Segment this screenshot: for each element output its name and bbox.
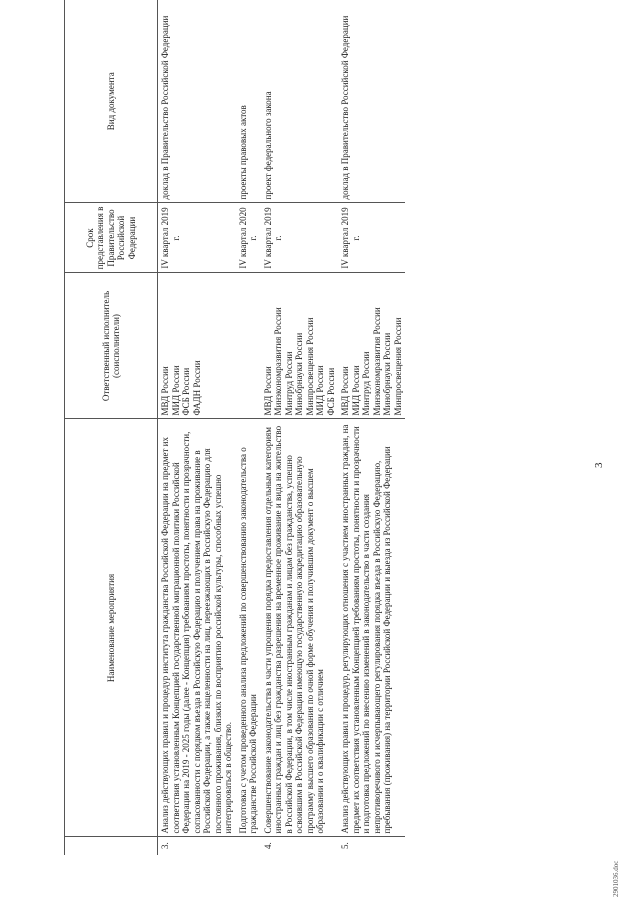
page-number: 3 [593, 462, 605, 468]
header-num [65, 837, 158, 855]
row-number [236, 837, 261, 855]
row-number: 4. [262, 842, 273, 849]
measures-table [64, 0, 405, 855]
responsible-list [158, 273, 236, 419]
responsible-item: МВД России [340, 366, 350, 416]
responsible-item: МИД России [315, 365, 325, 416]
responsible-item: МВД России [160, 366, 170, 416]
row-number: 5. [340, 842, 350, 849]
responsible-item: Минпросвещения России [392, 317, 403, 416]
responsible-item: Минтруд России [283, 351, 294, 416]
responsible-item: Минобрнауки России [382, 332, 392, 416]
header-responsible: Ответственный исполнитель (соисполнители) [65, 273, 158, 419]
responsible-item: ФСБ России [325, 367, 336, 416]
responsible-list [236, 273, 261, 419]
header-term: Срок представления в Правительство Российской Федерации [65, 203, 158, 273]
table-row [338, 0, 405, 855]
document-type: доклад в Правительство Российской Федерации [158, 0, 236, 203]
deadline: IV квартал 2020 г. [236, 203, 261, 273]
measure-name: Подготовка с учетом проведенного анализа предложений по совершенствованию законодательства о гражданстве Российской Федерации [236, 419, 261, 837]
responsible-item: ФАДН России [191, 360, 202, 416]
responsible-item: Минобрнауки России [294, 332, 304, 416]
measure-name: Совершенствование законодательства в части упрощения порядка предоставления отдельным категориям иностранных граждан и лиц без гражданства разрешения на временное проживание и вида на жительство в Российской Федерации, в том числе иностранным гражданам и лицам без гражданства, успешно освоившим в Российской Федерации имеющую государственную аккредитацию образовательную программу высшего образования по очной форме обучения и получившим документ о высшем образовании и о квалификации с отличием [261, 419, 339, 837]
responsible-item: ФСБ России [181, 367, 191, 416]
footer-file-code: 2901036.doc [612, 860, 620, 897]
table-row [261, 0, 339, 855]
responsible-item: Минэкономразвития России [273, 307, 283, 416]
row-number: 3. [160, 842, 170, 849]
table-row [158, 0, 236, 855]
responsible-list [338, 273, 405, 419]
table-header-row [65, 0, 158, 855]
responsible-item: Минтруд России [361, 351, 371, 416]
responsible-item: МИД России [170, 365, 181, 416]
document-type: доклад в Правительство Российской Федерации [338, 0, 405, 203]
responsible-item: МИД России [350, 365, 361, 416]
responsible-list [261, 273, 339, 419]
document-type: проекты правовых актов [236, 0, 261, 203]
measure-name: Анализ действующих правил и процедур института гражданства Российской Федерации на предмет их соответствия установленным Концепцией государственной миграционной политики Российской Федерации на 2019 - 2025 годы (далее - Концепция) требованиям простоты, понятности и прозрачности, согласованности с порядком въезда в Российскую Федерацию и получением права на проживание в Российской Федерации, а также нацеленности на лиц, переезжающих в Российскую Федерацию для постоянного проживания, близких по восприятию российской культуры, способных успешно интегрироваться в общество. [158, 419, 236, 837]
header-doc-type: Вид документа [65, 0, 158, 203]
document-type: проект федерального закона [261, 0, 339, 203]
measure-name: Анализ действующих правил и процедур, регулирующих отношения с участием иностранных граждан, на предмет их соответствия установленным Концепцией требованиям простоты, понятности и прозрачности и подготовка предложений по внесению изменений в законодательство в части создания непротиворечивого и исчерпывающего регулирования порядка въезда в Российскую Федерацию, пребывания (проживания) на территории Российской Федерации и выезда из Российской Федерации [338, 419, 405, 837]
deadline: IV квартал 2019 г. [338, 203, 405, 273]
table-row [236, 0, 261, 855]
deadline: IV квартал 2019 г. [158, 203, 236, 273]
deadline: IV квартал 2019 г. [261, 203, 339, 273]
responsible-item: Минпросвещения России [304, 317, 315, 416]
responsible-item: Минэкономразвития России [371, 307, 382, 416]
responsible-item: МВД России [262, 366, 273, 416]
header-name: Наименование мероприятия [65, 419, 158, 837]
